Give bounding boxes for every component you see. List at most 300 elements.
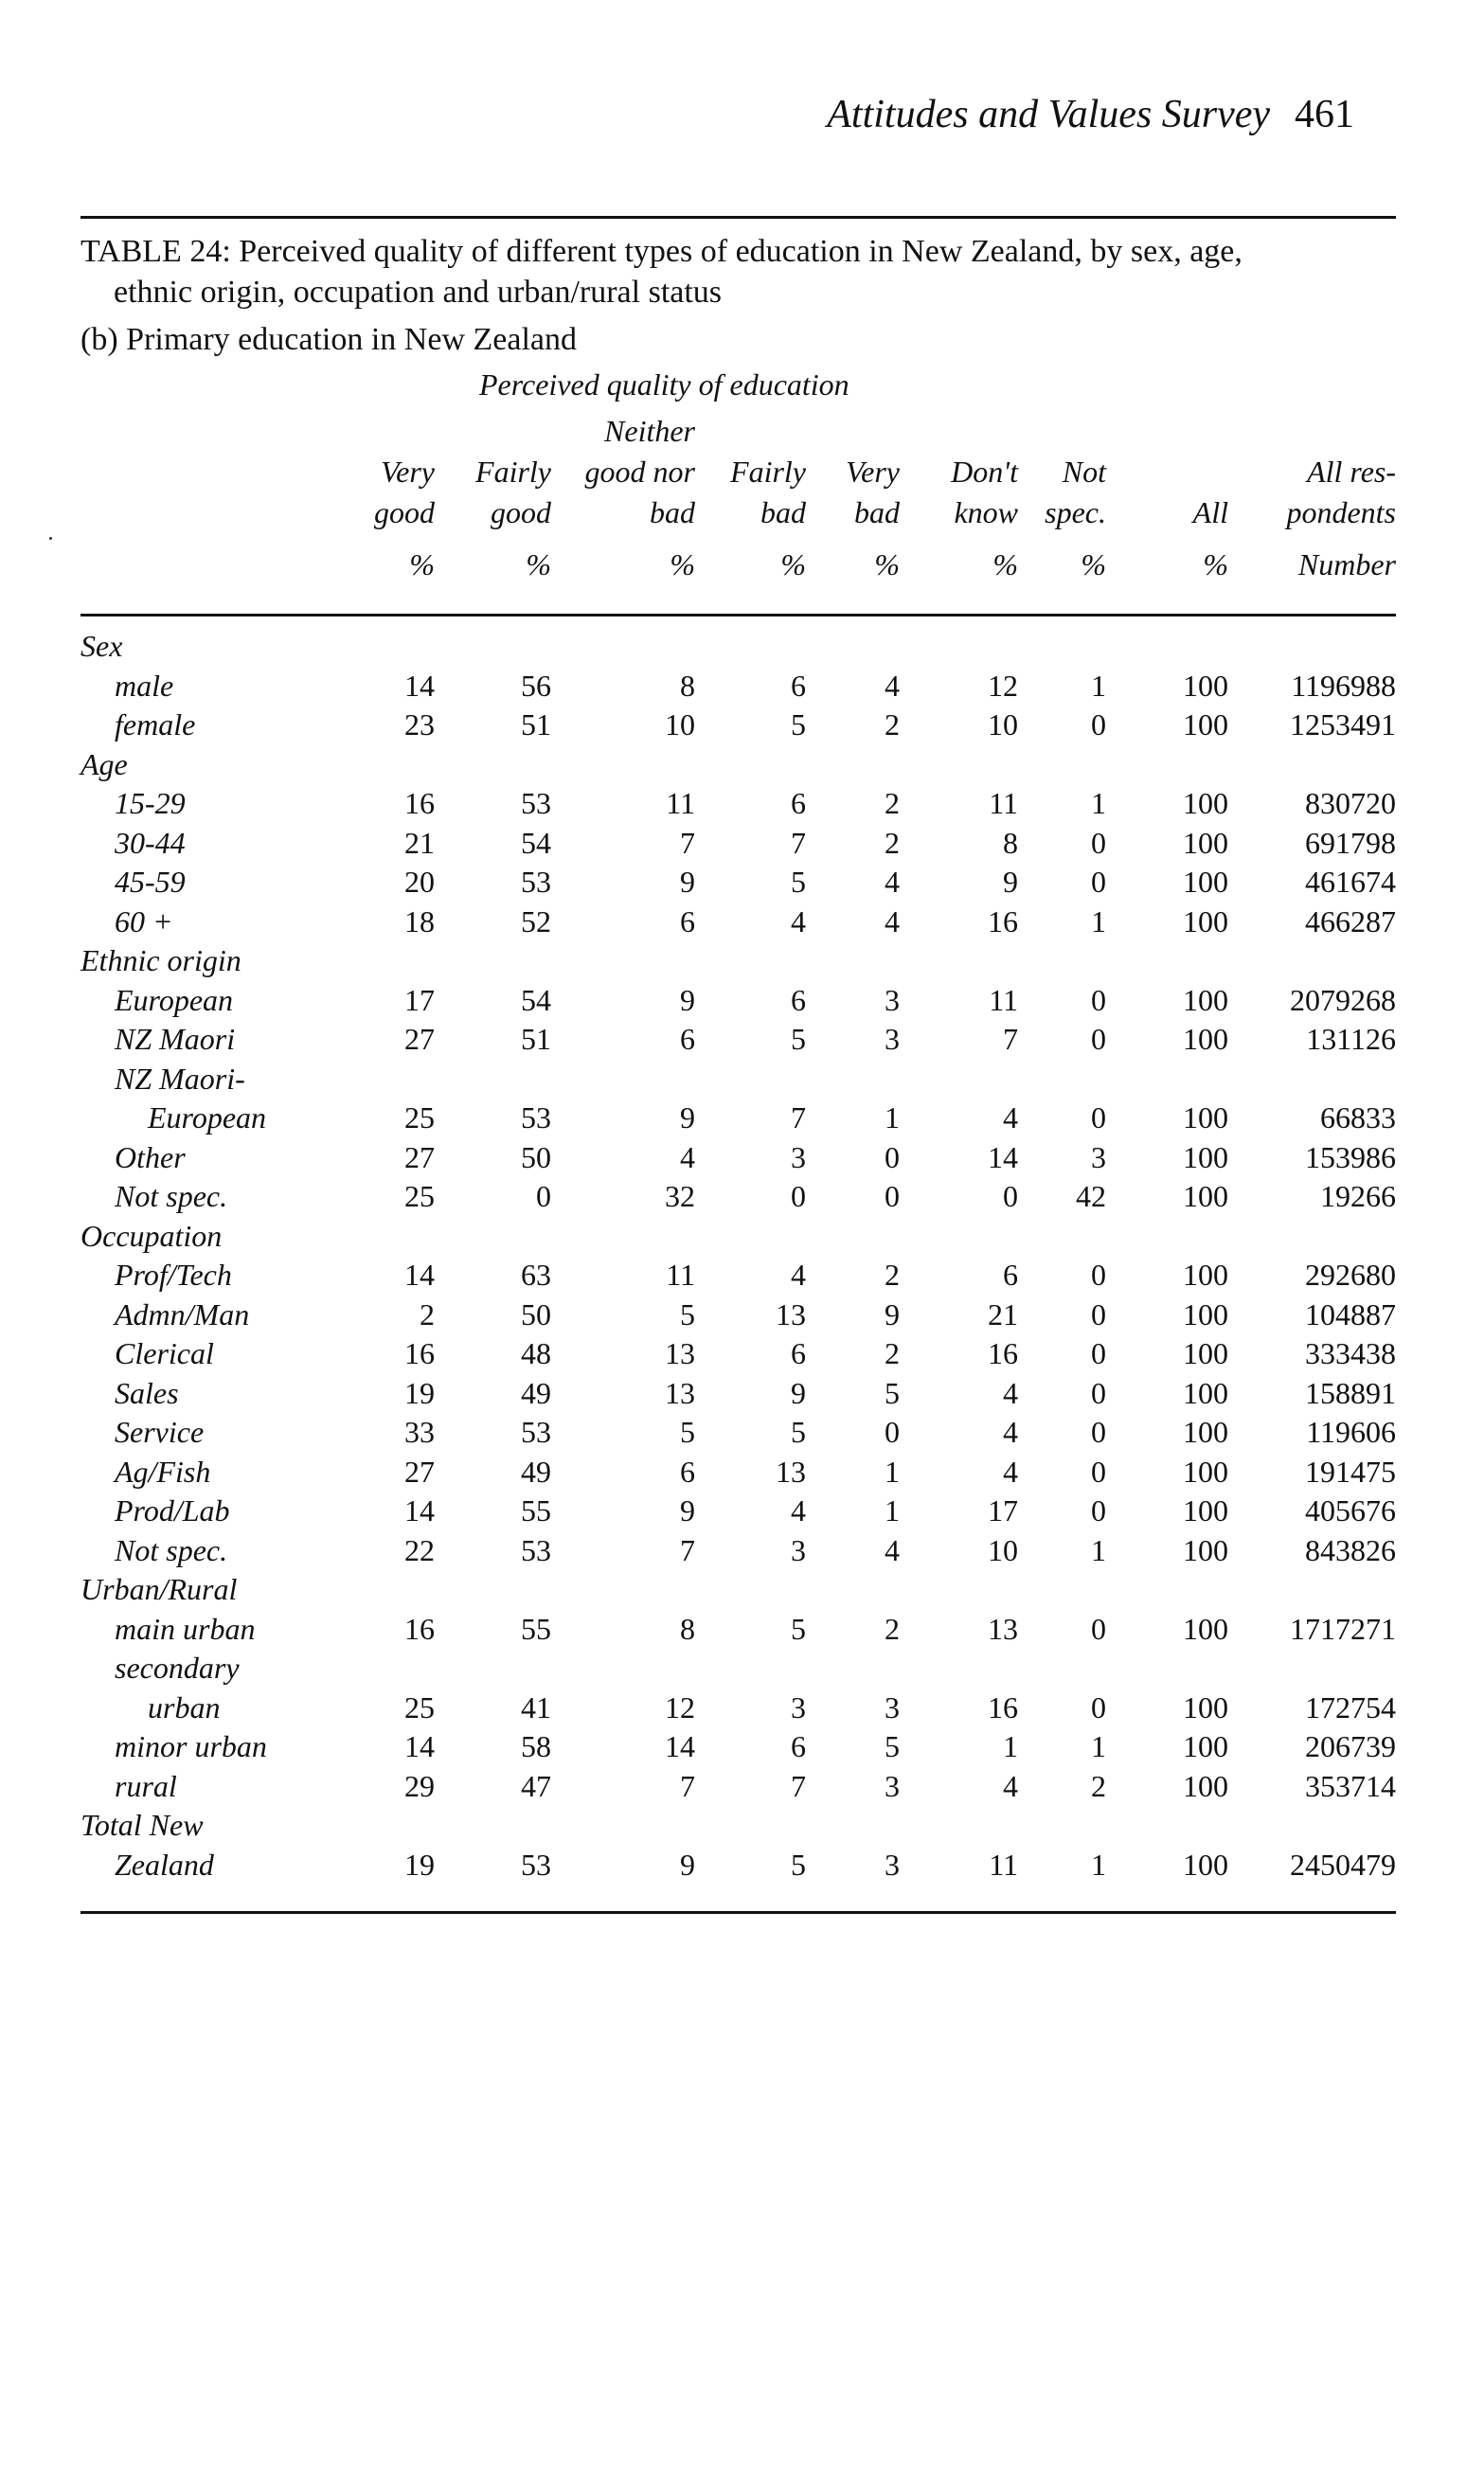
row-label: Prod/Lab: [115, 1493, 230, 1528]
table-cell: 19266: [1320, 1179, 1396, 1213]
table-cell: 53: [521, 1848, 551, 1882]
table-cell: 1: [885, 1100, 900, 1135]
table-cell: 100: [1183, 983, 1228, 1017]
table-cell: 7: [791, 826, 806, 860]
table-cell: 11: [989, 786, 1018, 820]
row-label: minor urban: [115, 1729, 267, 1763]
group-label: Urban/Rural: [80, 1572, 238, 1606]
table-cell: 7: [1003, 1022, 1018, 1056]
table-caption-line-1: TABLE 24: Perceived quality of different types of education in New Zealand, by sex, age,: [80, 234, 1243, 269]
table-cell: 11: [666, 786, 695, 820]
page-number: 461: [1295, 93, 1354, 136]
table-cell: 3: [885, 1848, 900, 1882]
table-cell: 3: [1091, 1140, 1106, 1174]
column-unit-5: %: [874, 547, 900, 581]
table-cell: 13: [988, 1612, 1018, 1646]
row-label: Admn/Man: [115, 1297, 250, 1331]
group-row: [0, 1572, 1484, 1611]
table-cell: 100: [1183, 1612, 1228, 1646]
table-cell: 7: [791, 1100, 806, 1135]
table-cell: 6: [680, 1022, 695, 1056]
table-caption-line-2: ethnic origin, occupation and urban/rural status: [114, 275, 723, 310]
column-unit-2: %: [526, 547, 551, 581]
table-cell: 47: [521, 1769, 551, 1803]
table-cell: 1717271: [1290, 1612, 1396, 1646]
table-cell: 51: [521, 707, 551, 742]
table-cell: 19: [404, 1376, 435, 1410]
table-cell: 48: [521, 1336, 551, 1370]
row-label: Ag/Fish: [115, 1455, 211, 1489]
table-row: [0, 1455, 1484, 1493]
table-cell: 6: [791, 1336, 806, 1370]
table-cell: 3: [791, 1140, 806, 1174]
column-header-9: All res- pondents: [1286, 455, 1396, 529]
table-cell: 119606: [1306, 1415, 1396, 1449]
group-row: [0, 1808, 1484, 1847]
table-cell: 353714: [1305, 1769, 1396, 1803]
table-cell: 0: [885, 1179, 900, 1213]
table-row: [0, 1533, 1484, 1572]
table-cell: 13: [776, 1297, 806, 1331]
table-cell: 691798: [1305, 826, 1396, 860]
group-row: [0, 1219, 1484, 1258]
table-row: [0, 1769, 1484, 1808]
table-cell: 830720: [1305, 786, 1396, 820]
table-cell: 0: [1091, 1258, 1106, 1292]
table-cell: 2: [885, 1258, 900, 1292]
table-cell: 63: [521, 1258, 551, 1292]
table-cell: 27: [404, 1455, 435, 1489]
table-row: [0, 786, 1484, 825]
table-cell: 7: [680, 1533, 695, 1567]
table-cell: 13: [665, 1336, 695, 1370]
table-cell: 16: [988, 1336, 1018, 1370]
table-cell: 5: [791, 1022, 806, 1056]
table-cell: 100: [1183, 1258, 1228, 1292]
table-row: [0, 826, 1484, 865]
row-label: main urban: [115, 1612, 256, 1646]
table-cell: 53: [521, 1415, 551, 1449]
table-cell: 2: [1091, 1769, 1106, 1803]
table-cell: 2: [420, 1297, 435, 1331]
table-cell: 6: [791, 1729, 806, 1763]
table-cell: 100: [1183, 1100, 1228, 1135]
table-cell: 3: [885, 1022, 900, 1056]
table-cell: 21: [988, 1297, 1018, 1331]
table-cell: 100: [1183, 865, 1228, 899]
column-unit-7: %: [1081, 547, 1106, 581]
group-label: Ethnic origin: [80, 943, 241, 977]
table-cell: 2450479: [1290, 1848, 1396, 1882]
row-label: NZ Maori-: [115, 1062, 245, 1096]
table-row: [0, 1100, 1484, 1139]
table-cell: 1: [1091, 1533, 1106, 1567]
table-cell: 53: [521, 1100, 551, 1135]
table-cell: 41: [521, 1690, 551, 1724]
table-cell: 0: [1091, 1376, 1106, 1410]
table-cell: 3: [791, 1533, 806, 1567]
table-cell: 6: [680, 1455, 695, 1489]
table-row: [0, 1612, 1484, 1651]
table-cell: 8: [680, 1612, 695, 1646]
table-cell: 466287: [1305, 904, 1396, 938]
table-cell: 100: [1183, 1297, 1228, 1331]
table-cell: 4: [885, 1533, 900, 1567]
running-head: [0, 95, 1354, 134]
table-cell: 158891: [1305, 1376, 1396, 1410]
table-cell: 16: [404, 1336, 435, 1370]
table-cell: 16: [404, 1612, 435, 1646]
table-cell: 49: [521, 1376, 551, 1410]
table-subtitle: (b) Primary education in New Zealand: [80, 322, 577, 357]
table-cell: 9: [680, 1848, 695, 1882]
table-cell: 100: [1183, 1415, 1228, 1449]
table-cell: 0: [1091, 707, 1106, 742]
table-cell: 53: [521, 1533, 551, 1567]
table-cell: 0: [885, 1415, 900, 1449]
table-cell: 9: [680, 1493, 695, 1528]
table-cell: 1: [1091, 1729, 1106, 1763]
table-cell: 27: [404, 1022, 435, 1056]
table-cell: 6: [791, 669, 806, 703]
table-cell: 100: [1183, 904, 1228, 938]
table-cell: 3: [791, 1690, 806, 1724]
column-unit-9: Number: [1297, 547, 1396, 581]
table-cell: 14: [665, 1729, 695, 1763]
row-label: urban: [148, 1690, 221, 1724]
row-label: male: [115, 669, 174, 703]
table-cell: 14: [404, 1258, 435, 1292]
table-cell: 100: [1183, 1140, 1228, 1174]
table-cell: 8: [1003, 826, 1018, 860]
table-cell: 22: [404, 1533, 435, 1567]
table-cell: 0: [1003, 1179, 1018, 1213]
spanning-column-header: Perceived quality of education: [479, 367, 849, 402]
column-unit-8: %: [1203, 547, 1228, 581]
table-cell: 104887: [1305, 1297, 1396, 1331]
table-cell: 5: [885, 1729, 900, 1763]
column-header-8: All: [1192, 495, 1228, 529]
stray-dot: [49, 537, 52, 540]
row-label: Zealand: [115, 1848, 214, 1882]
column-header-2: Fairly good: [475, 455, 551, 529]
table-cell: 66833: [1320, 1100, 1396, 1135]
row-label: Clerical: [115, 1336, 214, 1370]
table-row: [0, 1848, 1484, 1886]
table-bottom-rule: [80, 1911, 1396, 1914]
group-label: Age: [80, 747, 128, 781]
table-cell: 10: [665, 707, 695, 742]
table-cell: 2: [885, 707, 900, 742]
table-cell: 32: [665, 1179, 695, 1213]
table-cell: 4: [1003, 1376, 1018, 1410]
table-cell: 7: [680, 1769, 695, 1803]
table-row: [0, 1140, 1484, 1179]
table-cell: 25: [404, 1179, 435, 1213]
table-cell: 19: [404, 1848, 435, 1882]
row-label: female: [115, 707, 196, 742]
table-cell: 0: [1091, 983, 1106, 1017]
table-row: [0, 904, 1484, 943]
table-cell: 2: [885, 1336, 900, 1370]
group-row: [0, 629, 1484, 668]
table-row: [0, 707, 1484, 746]
table-cell: 0: [1091, 826, 1106, 860]
column-header-1: Very good: [374, 455, 435, 529]
table-cell: 0: [791, 1179, 806, 1213]
table-cell: 4: [1003, 1769, 1018, 1803]
table-cell: 100: [1183, 1336, 1228, 1370]
column-header-4: Fairly bad: [730, 455, 806, 529]
table-row: [0, 1062, 1484, 1100]
row-label: Not spec.: [115, 1179, 228, 1213]
table-cell: 42: [1076, 1179, 1106, 1213]
table-cell: 5: [791, 865, 806, 899]
table-cell: 2: [885, 786, 900, 820]
table-top-rule: [80, 216, 1396, 219]
header-rule: [80, 614, 1396, 616]
table-cell: 17: [404, 983, 435, 1017]
table-cell: 11: [666, 1258, 695, 1292]
table-cell: 4: [791, 1258, 806, 1292]
table-cell: 1: [885, 1493, 900, 1528]
table-row: [0, 865, 1484, 903]
table-cell: 1: [1091, 786, 1106, 820]
table-cell: 25: [404, 1100, 435, 1135]
group-label: Sex: [80, 629, 123, 663]
table-cell: 13: [665, 1376, 695, 1410]
table-cell: 4: [1003, 1415, 1018, 1449]
table-cell: 5: [680, 1297, 695, 1331]
table-cell: 12: [665, 1690, 695, 1724]
table-cell: 0: [1091, 1455, 1106, 1489]
table-cell: 5: [680, 1415, 695, 1449]
table-cell: 5: [791, 1415, 806, 1449]
table-cell: 100: [1183, 1769, 1228, 1803]
column-unit-4: %: [780, 547, 806, 581]
table-cell: 9: [680, 1100, 695, 1135]
table-row: [0, 1690, 1484, 1729]
table-row: [0, 1258, 1484, 1296]
group-label: Total New: [80, 1808, 204, 1842]
table-cell: 50: [521, 1140, 551, 1174]
table-cell: 13: [776, 1455, 806, 1489]
table-cell: 0: [536, 1179, 551, 1213]
table-cell: 5: [791, 707, 806, 742]
table-cell: 27: [404, 1140, 435, 1174]
table-row: [0, 1376, 1484, 1415]
table-cell: 405676: [1305, 1493, 1396, 1528]
table-cell: 100: [1183, 826, 1228, 860]
table-cell: 52: [521, 904, 551, 938]
table-cell: 191475: [1305, 1455, 1396, 1489]
table-cell: 16: [988, 904, 1018, 938]
column-unit-6: %: [992, 547, 1018, 581]
table-cell: 6: [680, 904, 695, 938]
row-label: Sales: [115, 1376, 179, 1410]
table-cell: 51: [521, 1022, 551, 1056]
table-cell: 0: [1091, 1612, 1106, 1646]
table-cell: 100: [1183, 707, 1228, 742]
table-cell: 14: [404, 1493, 435, 1528]
running-title: Attitudes and Values Survey: [827, 93, 1270, 136]
table-row: [0, 669, 1484, 707]
table-cell: 7: [791, 1769, 806, 1803]
table-cell: 6: [791, 786, 806, 820]
table-cell: 1196988: [1291, 669, 1396, 703]
table-cell: 49: [521, 1455, 551, 1489]
table-cell: 17: [988, 1493, 1018, 1528]
table-cell: 4: [680, 1140, 695, 1174]
row-label: 15-29: [115, 786, 186, 820]
table-cell: 2079268: [1290, 983, 1396, 1017]
table-cell: 333438: [1305, 1336, 1396, 1370]
table-row: [0, 1297, 1484, 1336]
table-cell: 14: [404, 669, 435, 703]
table-cell: 0: [1091, 1415, 1106, 1449]
table-cell: 55: [521, 1612, 551, 1646]
table-cell: 1: [1091, 1848, 1106, 1882]
table-cell: 0: [1091, 1100, 1106, 1135]
table-cell: 14: [988, 1140, 1018, 1174]
column-unit-3: %: [670, 547, 695, 581]
table-row: [0, 1336, 1484, 1375]
group-label: Occupation: [80, 1219, 223, 1253]
table-cell: 4: [885, 904, 900, 938]
table-cell: 4: [791, 904, 806, 938]
group-row: [0, 747, 1484, 786]
row-label: Not spec.: [115, 1533, 228, 1567]
table-cell: 0: [1091, 1690, 1106, 1724]
table-cell: 20: [404, 865, 435, 899]
table-cell: 16: [404, 786, 435, 820]
row-label: secondary: [115, 1651, 240, 1685]
table-row: [0, 983, 1484, 1022]
table-cell: 100: [1183, 1455, 1228, 1489]
row-label: Service: [115, 1415, 205, 1449]
row-label: European: [115, 983, 234, 1017]
table-cell: 53: [521, 865, 551, 899]
table-cell: 11: [989, 1848, 1018, 1882]
table-cell: 5: [885, 1376, 900, 1410]
table-cell: 4: [1003, 1100, 1018, 1135]
table-row: [0, 1729, 1484, 1768]
table-cell: 7: [680, 826, 695, 860]
table-cell: 100: [1183, 786, 1228, 820]
table-cell: 9: [680, 983, 695, 1017]
table-cell: 10: [988, 707, 1018, 742]
column-header-5: Very bad: [846, 455, 900, 529]
table-cell: 206739: [1305, 1729, 1396, 1763]
table-cell: 14: [404, 1729, 435, 1763]
table-cell: 6: [1003, 1258, 1018, 1292]
row-label: European: [148, 1100, 267, 1135]
table-cell: 1: [1091, 669, 1106, 703]
table-cell: 54: [521, 983, 551, 1017]
row-label: 60 +: [115, 904, 173, 938]
table-cell: 58: [521, 1729, 551, 1763]
table-cell: 16: [988, 1690, 1018, 1724]
table-cell: 12: [988, 669, 1018, 703]
table-cell: 56: [521, 669, 551, 703]
row-label: rural: [115, 1769, 177, 1803]
table-cell: 4: [1003, 1455, 1018, 1489]
table-cell: 3: [885, 983, 900, 1017]
table-cell: 2: [885, 826, 900, 860]
table-caption: [80, 231, 1402, 313]
table-cell: 843826: [1305, 1533, 1396, 1567]
table-cell: 55: [521, 1493, 551, 1528]
table-cell: 6: [791, 983, 806, 1017]
row-label: 30-44: [115, 826, 186, 860]
table-cell: 100: [1183, 669, 1228, 703]
table-cell: 172754: [1305, 1690, 1396, 1724]
table-cell: 18: [404, 904, 435, 938]
table-cell: 461674: [1305, 865, 1396, 899]
row-label: 45-59: [115, 865, 186, 899]
group-row: [0, 943, 1484, 982]
table-cell: 21: [404, 826, 435, 860]
table-cell: 3: [885, 1769, 900, 1803]
table-cell: 100: [1183, 1729, 1228, 1763]
table-cell: 9: [885, 1297, 900, 1331]
table-cell: 1253491: [1290, 707, 1396, 742]
row-label: Prof/Tech: [115, 1258, 232, 1292]
column-unit-1: %: [409, 547, 435, 581]
table-cell: 4: [885, 865, 900, 899]
table-cell: 2: [885, 1612, 900, 1646]
table-cell: 9: [791, 1376, 806, 1410]
table-cell: 23: [404, 707, 435, 742]
table-cell: 9: [1003, 865, 1018, 899]
table-cell: 4: [791, 1493, 806, 1528]
table-cell: 54: [521, 826, 551, 860]
table-cell: 0: [1091, 1022, 1106, 1056]
table-cell: 100: [1183, 1533, 1228, 1567]
table-cell: 100: [1183, 1376, 1228, 1410]
table-cell: 100: [1183, 1690, 1228, 1724]
table-row: [0, 1022, 1484, 1061]
table-cell: 100: [1183, 1493, 1228, 1528]
table-cell: 50: [521, 1297, 551, 1331]
table-cell: 0: [1091, 1297, 1106, 1331]
table-cell: 11: [989, 983, 1018, 1017]
table-cell: 100: [1183, 1848, 1228, 1882]
table-cell: 153986: [1305, 1140, 1396, 1174]
column-header-3: Neither good nor bad: [584, 414, 695, 529]
table-cell: 0: [1091, 1336, 1106, 1370]
table-cell: 4: [885, 669, 900, 703]
table-cell: 292680: [1305, 1258, 1396, 1292]
table-cell: 5: [791, 1848, 806, 1882]
table-cell: 8: [680, 669, 695, 703]
row-label: NZ Maori: [115, 1022, 236, 1056]
table-row: [0, 1493, 1484, 1532]
table-cell: 0: [885, 1140, 900, 1174]
row-label: Other: [115, 1140, 186, 1174]
column-header-7: Not spec.: [1045, 455, 1106, 529]
table-row: [0, 1179, 1484, 1218]
table-cell: 33: [404, 1415, 435, 1449]
table-cell: 9: [680, 865, 695, 899]
table-cell: 10: [988, 1533, 1018, 1567]
table-cell: 0: [1091, 865, 1106, 899]
table-cell: 1: [1091, 904, 1106, 938]
table-row: [0, 1651, 1484, 1689]
table-cell: 53: [521, 786, 551, 820]
table-cell: 131126: [1306, 1022, 1396, 1056]
table-cell: 100: [1183, 1179, 1228, 1213]
